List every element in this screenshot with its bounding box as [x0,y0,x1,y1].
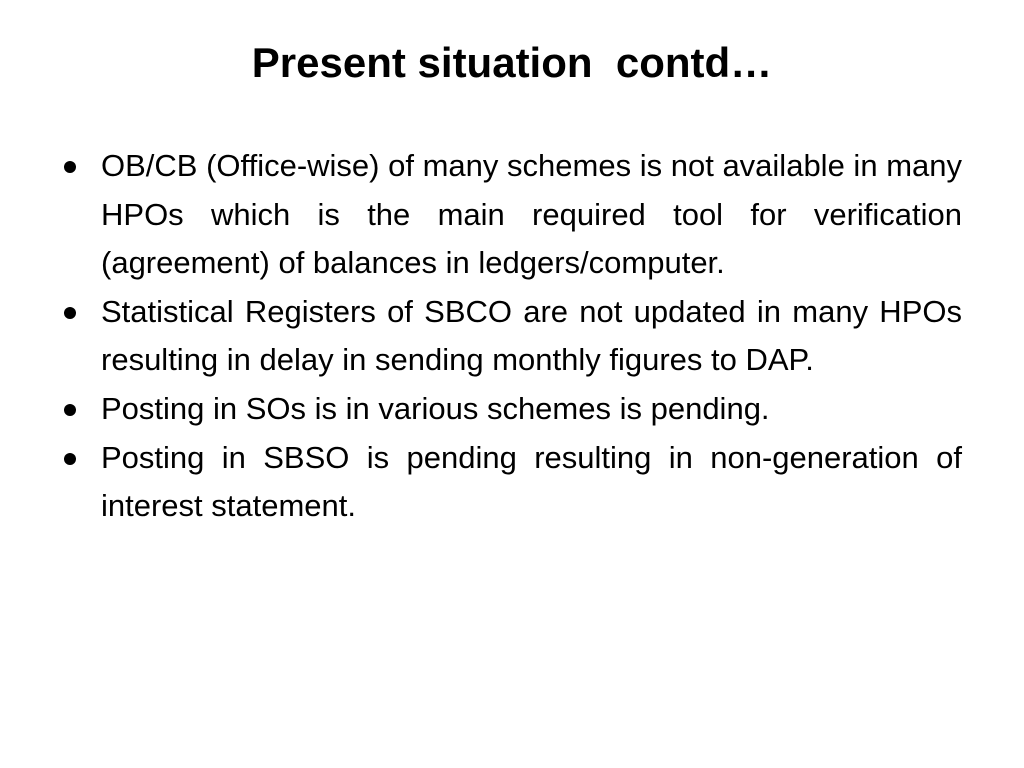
slide-title: Present situation contd… [251,39,773,86]
bullet-item-2 [60,288,962,385]
bullet-dot-icon [64,453,76,465]
bullet-dot-icon [64,307,76,319]
bullet-list [60,142,962,531]
bullet-dot-icon [64,404,76,416]
bullet-text-1: OB/CB (Office-wise) of many schemes is not available in many HPOs which is the main required tool for verification (agreement) of balances in ledgers/computer. [101,148,962,281]
bullet-item-1 [60,142,962,288]
bullet-dot-icon [64,161,76,173]
bullet-text-2: Statistical Registers of SBCO are not updated in many HPOs resulting in delay in sending monthly figures to DAP. [101,293,962,378]
bullet-item-4 [60,434,962,531]
bullet-text-3: Posting in SOs is in various schemes is pending. [101,390,770,426]
bullet-text-4: Posting in SBSO is pending resulting in non-generation of interest statement. [101,439,962,524]
bullet-item-3 [60,385,962,434]
